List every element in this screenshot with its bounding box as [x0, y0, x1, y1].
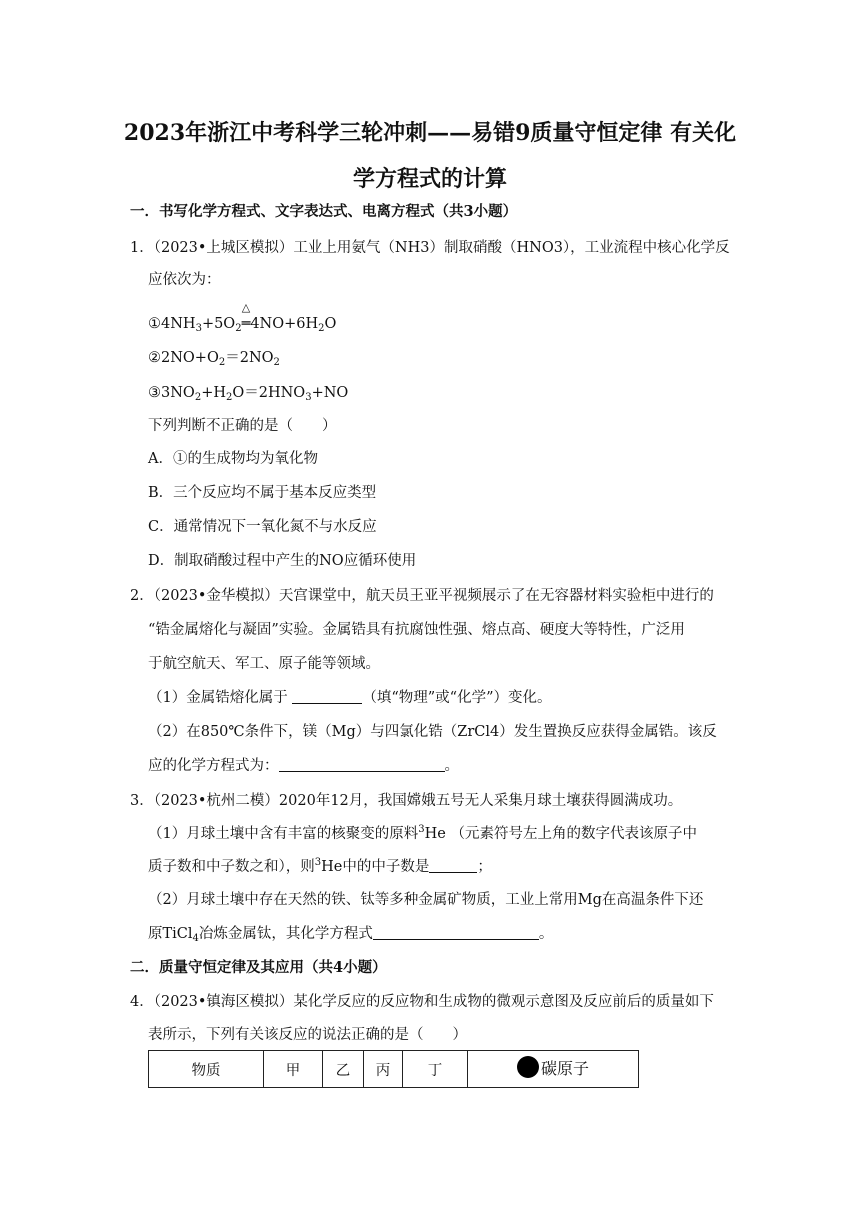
section-2-heading: 二．质量守恒定律及其应用（共4小题）	[130, 959, 387, 976]
table-header-cell: 丁	[403, 1051, 468, 1088]
title-line-1: 2023年浙江中考科学三轮冲刺——易错9质量守恒定律 有关化	[123, 120, 737, 146]
title-line-2: 学方程式的计算	[352, 166, 507, 192]
q1-option-c: C．通常情况下一氧化氮不与水反应	[148, 519, 377, 535]
q3-sub-1-line-2: 质子数和中子数之和），则$^3$He中的中子数是 ；	[148, 857, 492, 875]
table-header-cell: 乙	[323, 1051, 364, 1088]
q3-sub-2-line-2: 原TiCl$_4$冶炼金属钛，其化学方程式 。	[148, 926, 554, 944]
q3-sub-1-line-1: （1）月球土壤中含有丰富的核聚变的原料$^3$He （元素符号左上角的数字代表该原子中	[148, 824, 697, 842]
q3-line-1: 3．（2023•杭州二模）2020年12月，我国嫦娥五号无人采集月球土壤获得圆满成功。	[130, 793, 683, 809]
document-title	[100, 110, 760, 202]
q1-option-b: B．三个反应均不属于基本反应类型	[148, 485, 377, 501]
q2-sub-2-line-1: （2）在850℃条件下，镁（Mg）与四氯化锆（ZrCl4）发生置换反应获得金属锆。该反	[148, 724, 717, 740]
answer-blank[interactable]	[429, 857, 477, 873]
q2-line-3: 于航空航天、军工、原子能等领域。	[148, 656, 380, 672]
q2-line-2: “锆金属熔化与凝固”实验。金属锆具有抗腐蚀性强、熔点高、硬度大等特性，广泛用	[148, 622, 685, 638]
q1-equation-1: $①4NH_3+5O_2$ △ $═4NO+6H_2O$	[148, 314, 336, 334]
q1-option-d: D．制取硝酸过程中产生的NO应循环使用	[148, 553, 417, 569]
carbon-legend-label: 碳原子	[540, 1058, 589, 1078]
q2-sub-1: （1）金属锆熔化属于 （填“物理”或“化学”）变化。	[148, 690, 552, 706]
q2-line-1: 2．（2023•金华模拟）天宫课堂中，航天员王亚平视频展示了在无容器材料实验柜中进行的	[130, 588, 714, 604]
answer-blank[interactable]	[279, 756, 445, 772]
heat-condition-equals: △ ═	[242, 314, 251, 334]
q1-stem: 下列判断不正确的是（ ）	[148, 418, 337, 434]
table-header-cell: 物质	[149, 1051, 264, 1088]
q2-sub-2-line-2: 应的化学方程式为： 。	[148, 758, 459, 774]
legend-cell	[468, 1051, 639, 1088]
q4-line-2: 表所示，下列有关该反应的说法正确的是（ ）	[148, 1027, 467, 1043]
q3-sub-2-line-1: （2）月球土壤中存在天然的铁、钛等多种金属矿物质，工业上常用Mg在高温条件下还	[148, 892, 704, 908]
carbon-legend	[517, 1056, 589, 1079]
answer-blank[interactable]	[292, 688, 362, 704]
table-header-cell: 丙	[364, 1051, 403, 1088]
carbon-atom-icon	[517, 1056, 539, 1078]
table-row	[149, 1051, 639, 1088]
answer-blank[interactable]	[373, 924, 539, 940]
q4-line-1: 4．（2023•镇海区模拟）某化学反应的反应物和生成物的微观示意图及反应前后的质量如下	[130, 994, 714, 1010]
section-1-heading: 一．书写化学方程式、文字表达式、电离方程式（共3小题）	[130, 203, 518, 220]
q1-line-1: 1．（2023•上城区模拟）工业上用氨气（NH3）制取硝酸（HNO3），工业流程中核心化学反	[130, 240, 730, 256]
reaction-table	[148, 1050, 639, 1088]
table-header-cell: 甲	[264, 1051, 323, 1088]
q1-line-2: 应依次为：	[148, 272, 221, 288]
q1-option-a: A．①的生成物均为氧化物	[148, 451, 318, 467]
delta-symbol: △	[241, 301, 251, 314]
q1-equation-3: $③3NO_2+H_2O=2HNO_3+NO$	[148, 385, 349, 403]
q1-equation-2: $②2NO+O_2=2NO_2$	[148, 350, 280, 368]
